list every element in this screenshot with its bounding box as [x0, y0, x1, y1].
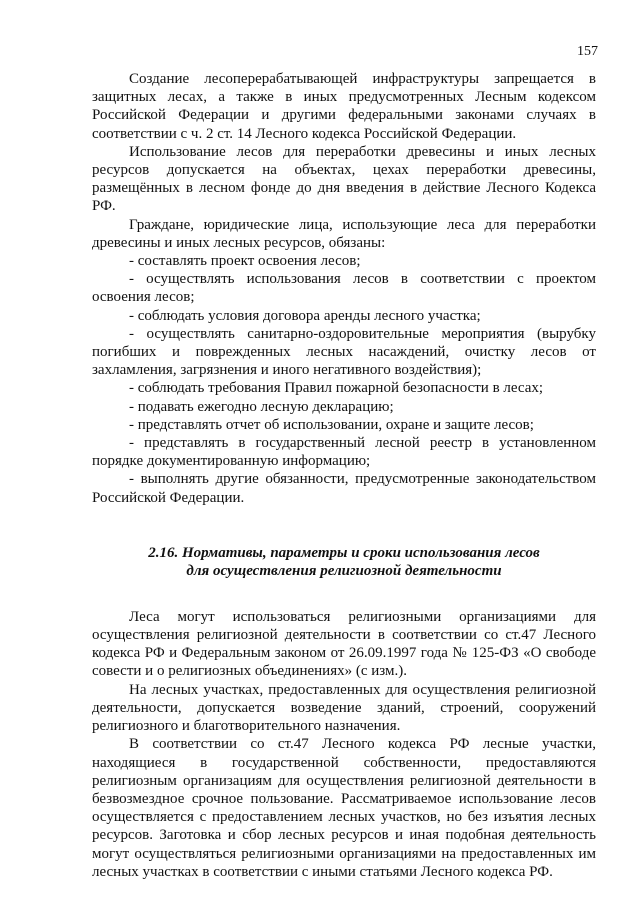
obligation-item: - осуществлять использования лесов в соответствии с проектом освоения лесов; — [92, 271, 596, 306]
heading-spacer — [92, 581, 596, 608]
obligation-item: - составлять проект освоения лесов; — [129, 253, 361, 270]
obligation-item: - представлять в государственный лесной реестр в установленном порядке документированную информацию; — [92, 435, 596, 470]
paragraph-buildings: На лесных участках, предоставленных для осуществления религиозной деятельности, допускается возведение зданий, строений, сооружений религиозного и благотворительного назначения. — [92, 681, 596, 735]
paragraph-religious-use: Леса могут использоваться религиозными организациями для осуществления религиозной деятельности в соответствии со ст.47 Лесного кодекса РФ и Федеральным законом от 26.09.1997 года № 125-ФЗ «О свободе совести и о религиозных объединениях» (с изм.). — [92, 608, 596, 680]
page-number: 157 — [577, 44, 598, 59]
document-body — [92, 70, 596, 881]
paragraph-free-use: В соответствии со ст.47 Лесного кодекса РФ лесные участки, находящиеся в государственной собственности, предоставляются религиозным организациям для осуществления религиозной деятельности в безвозмездное срочное пользование. Рассматриваемое использование лесов осуществляется с предоставлением лесных участков, но без изъятия лесных ресурсов. Заготовка и сбор лесных ресурсов и иная подобная деятельность могут осуществляться религиозными организациями на предоставленных им лесных участках в соответствии с иными статьями Лесного кодекса РФ. — [92, 736, 596, 880]
obligation-item: - соблюдать требования Правил пожарной безопасности в лесах; — [129, 380, 544, 397]
section-spacer — [92, 507, 596, 544]
paragraph-obligations-intro: Граждане, юридические лица, использующие леса для переработки древесины и иных лесных ресурсов, обязаны: — [92, 216, 596, 251]
obligation-item: - выполнять другие обязанности, предусмотренные законодательством Российской Федерации. — [92, 471, 596, 506]
section-heading-line-2: для осуществления религиозной деятельности — [186, 563, 502, 580]
paragraph-processing: Использование лесов для переработки древесины и иных лесных ресурсов допускается на объектах, цехах переработки древесины, размещённых в лесном фонде до дня введения в действие Лесного Кодекса РФ. — [92, 143, 596, 215]
obligation-item: - подавать ежегодно лесную декларацию; — [129, 398, 394, 415]
obligation-item: - представлять отчет об использовании, охране и защите лесов; — [129, 416, 534, 433]
obligation-item: - осуществлять санитарно-оздоровительные мероприятия (вырубку погибших и поврежденных лесных насаждений, очистку лесов от захламления, загрязнения и иного негативного воздействия); — [92, 325, 596, 379]
section-heading-line-1: 2.16. Нормативы, параметры и сроки использования лесов — [148, 544, 540, 561]
obligation-item: - соблюдать условия договора аренды лесного участка; — [129, 307, 481, 324]
paragraph-infrastructure: Создание лесоперерабатывающей инфраструктуры запрещается в защитных лесах, а также в иных предусмотренных Лесным кодексом Российской Федерации и другими федеральными законами случаях в соответствии с ч. 2 ст. 14 Лесного кодекса Российской Федерации. — [92, 71, 596, 142]
